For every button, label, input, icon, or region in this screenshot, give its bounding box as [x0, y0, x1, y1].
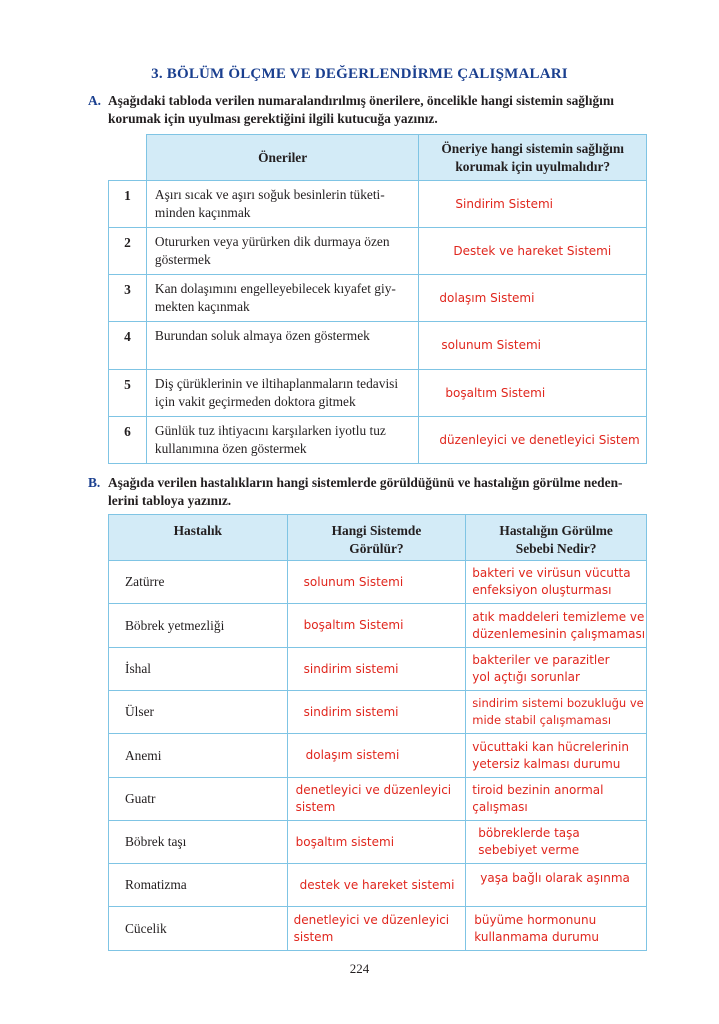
- section-b-instruction-line2: lerini tabloya yazınız.: [108, 493, 232, 508]
- row-number: 2: [109, 228, 147, 275]
- section-a-instruction: [88, 92, 688, 128]
- reason-answer[interactable]: [466, 907, 647, 951]
- table-row: [109, 604, 647, 648]
- reason-line: büyüme hormonunu: [474, 912, 597, 927]
- reason-line: tiroid bezinin anormal: [472, 783, 604, 797]
- system-answer[interactable]: solunum Sistemi: [287, 561, 466, 604]
- recommendation-text: [146, 417, 419, 464]
- reason-answer[interactable]: [466, 604, 647, 648]
- reason-line: enfeksiyon oluşturması: [472, 583, 612, 597]
- recommendation-text: [146, 322, 419, 370]
- header-system: [419, 135, 647, 181]
- table-row: [109, 370, 647, 417]
- recommendation-line: Aşırı sıcak ve aşırı soğuk besinlerin tüketi-: [154, 187, 385, 202]
- row-number: 5: [109, 370, 147, 417]
- disease-name: Zatürre: [109, 561, 288, 604]
- recommendation-text: [146, 181, 419, 228]
- table-row: [109, 864, 647, 907]
- reason-answer[interactable]: [466, 648, 647, 691]
- system-answer[interactable]: boşaltım Sistemi: [287, 604, 466, 648]
- reason-line: böbreklerde taşa: [478, 826, 580, 840]
- reason-line: bakteriler ve parazitler: [472, 653, 610, 667]
- recommendation-line: Otururken veya yürürken dik durmaya özen: [154, 234, 390, 249]
- page-number: 224: [349, 961, 370, 976]
- disease-name: Anemi: [109, 734, 288, 778]
- section-a-letter: A.: [88, 93, 102, 108]
- recommendation-line: kullanımına özen göstermek: [154, 441, 307, 456]
- system-answer[interactable]: sindirim sistemi: [287, 691, 466, 734]
- table-row: [109, 821, 647, 864]
- reason-answer[interactable]: [466, 734, 647, 778]
- reason-line: yaşa bağlı olarak aşınma: [480, 871, 630, 885]
- table-row: [109, 561, 647, 604]
- recommendations-table: [108, 134, 647, 464]
- table-row: [109, 228, 647, 275]
- system-answer[interactable]: sindirim sistemi: [287, 648, 466, 691]
- header-disease: Hastalık: [109, 515, 288, 561]
- table-row: [109, 907, 647, 951]
- table-row: [109, 181, 647, 228]
- system-answer[interactable]: denetleyici ve düzenleyici sistem: [287, 907, 466, 951]
- table-row: [109, 691, 647, 734]
- recommendation-line: Burundan soluk almaya özen göstermek: [154, 328, 370, 343]
- row-number: 1: [109, 181, 147, 228]
- header-reason-line1: Hastalığın Görülme: [499, 523, 613, 538]
- reason-line: atık maddeleri temizleme ve: [472, 609, 645, 624]
- reason-answer[interactable]: [466, 821, 647, 864]
- answer-cell[interactable]: boşaltım Sistemi: [419, 370, 647, 417]
- recommendation-line: minden kaçınmak: [154, 205, 251, 220]
- section-a-instruction-line1: Aşağıdaki tabloda verilen numaralandırılmış önerilere, öncelikle hangi sistemin sağlığını: [108, 93, 615, 108]
- system-answer[interactable]: dolaşım sistemi: [287, 734, 466, 778]
- table-row: [109, 417, 647, 464]
- table-row: [109, 275, 647, 322]
- system-answer[interactable]: boşaltım sistemi: [287, 821, 466, 864]
- answer-cell[interactable]: Sindirim Sistemi: [419, 181, 647, 228]
- diseases-table: [108, 514, 647, 951]
- disease-name: Romatizma: [109, 864, 288, 907]
- section-b-letter: B.: [88, 475, 101, 490]
- disease-name: Guatr: [109, 778, 288, 821]
- table-row: [109, 322, 647, 370]
- row-number: 3: [109, 275, 147, 322]
- answer-cell[interactable]: Destek ve hareket Sistemi: [419, 228, 647, 275]
- reason-line: sebebiyet verme: [478, 843, 580, 857]
- header-system-line2: korumak için uyulmalıdır?: [455, 158, 611, 174]
- disease-name: Cücelik: [109, 907, 288, 951]
- recommendation-line: Kan dolaşımını engelleyebilecek kıyafet giy-: [154, 281, 396, 296]
- disease-name: Ülser: [109, 691, 288, 734]
- recommendation-text: [146, 228, 419, 275]
- reason-answer[interactable]: [466, 561, 647, 604]
- header-recommendations: Öneriler: [146, 135, 419, 181]
- recommendation-text: [146, 275, 419, 322]
- header-reason: [466, 515, 647, 561]
- header-system-seen: [287, 515, 466, 561]
- header-system-seen-line2: Görülür?: [349, 541, 404, 556]
- reason-line: kullanmama durumu: [474, 929, 600, 944]
- recommendation-line: Günlük tuz ihtiyacını karşılarken iyotlu tuz: [154, 423, 386, 438]
- header-reason-line2: Sebebi Nedir?: [515, 541, 597, 556]
- reason-line: bakteri ve virüsun vücutta: [472, 566, 631, 580]
- recommendation-text: [146, 370, 419, 417]
- reason-line: mide stabil çalışmaması: [472, 713, 612, 727]
- table-row: [109, 734, 647, 778]
- recommendation-line: Diş çürüklerinin ve iltihaplanmaların tedavisi: [154, 376, 399, 391]
- reason-line: yol açtığı sorunlar: [472, 670, 580, 684]
- page-title: 3. BÖLÜM ÖLÇME VE DEĞERLENDİRME ÇALIŞMALARI: [151, 66, 568, 82]
- section-b-instruction: [88, 474, 688, 510]
- recommendation-line: için vakit geçirmeden doktora gitmek: [154, 394, 356, 409]
- row-number: 6: [109, 417, 147, 464]
- header-system-line1: Öneriye hangi sistemin sağlığını: [441, 140, 625, 156]
- answer-cell[interactable]: düzenleyici ve denetleyici Sistem: [419, 417, 647, 464]
- table-row: [109, 778, 647, 821]
- row-number: 4: [109, 322, 147, 370]
- header-system-seen-line1: Hangi Sistemde: [331, 523, 422, 538]
- reason-answer[interactable]: [466, 864, 647, 907]
- answer-cell[interactable]: solunum Sistemi: [419, 322, 647, 370]
- reason-answer[interactable]: [466, 778, 647, 821]
- disease-name: Böbrek yetmezliği: [109, 604, 288, 648]
- section-b-instruction-line1: Aşağıda verilen hastalıkların hangi sistemlerde görüldüğünü ve hastalığın görülme neden-: [108, 475, 623, 490]
- disease-name: İshal: [109, 648, 288, 691]
- system-answer[interactable]: denetleyici ve düzenleyici sistem: [287, 778, 466, 821]
- recommendation-line: mekten kaçınmak: [154, 299, 250, 314]
- disease-name: Böbrek taşı: [109, 821, 288, 864]
- section-a-instruction-line2: korumak için uyulması gerektiğini ilgili kutucuğa yazınız.: [108, 111, 438, 126]
- reason-line: çalışması: [472, 800, 528, 814]
- reason-answer[interactable]: [466, 691, 647, 734]
- table-row: [109, 648, 647, 691]
- recommendation-line: göstermek: [154, 252, 211, 267]
- system-answer[interactable]: destek ve hareket sistemi: [287, 864, 466, 907]
- answer-cell[interactable]: dolaşım Sistemi: [419, 275, 647, 322]
- reason-line: yetersiz kalması durumu: [472, 756, 621, 771]
- reason-line: vücuttaki kan hücrelerinin: [472, 739, 629, 754]
- reason-line: sindirim sistemi bozukluğu ve: [472, 696, 644, 710]
- reason-line: düzenlemesinin çalışmaması: [472, 626, 646, 641]
